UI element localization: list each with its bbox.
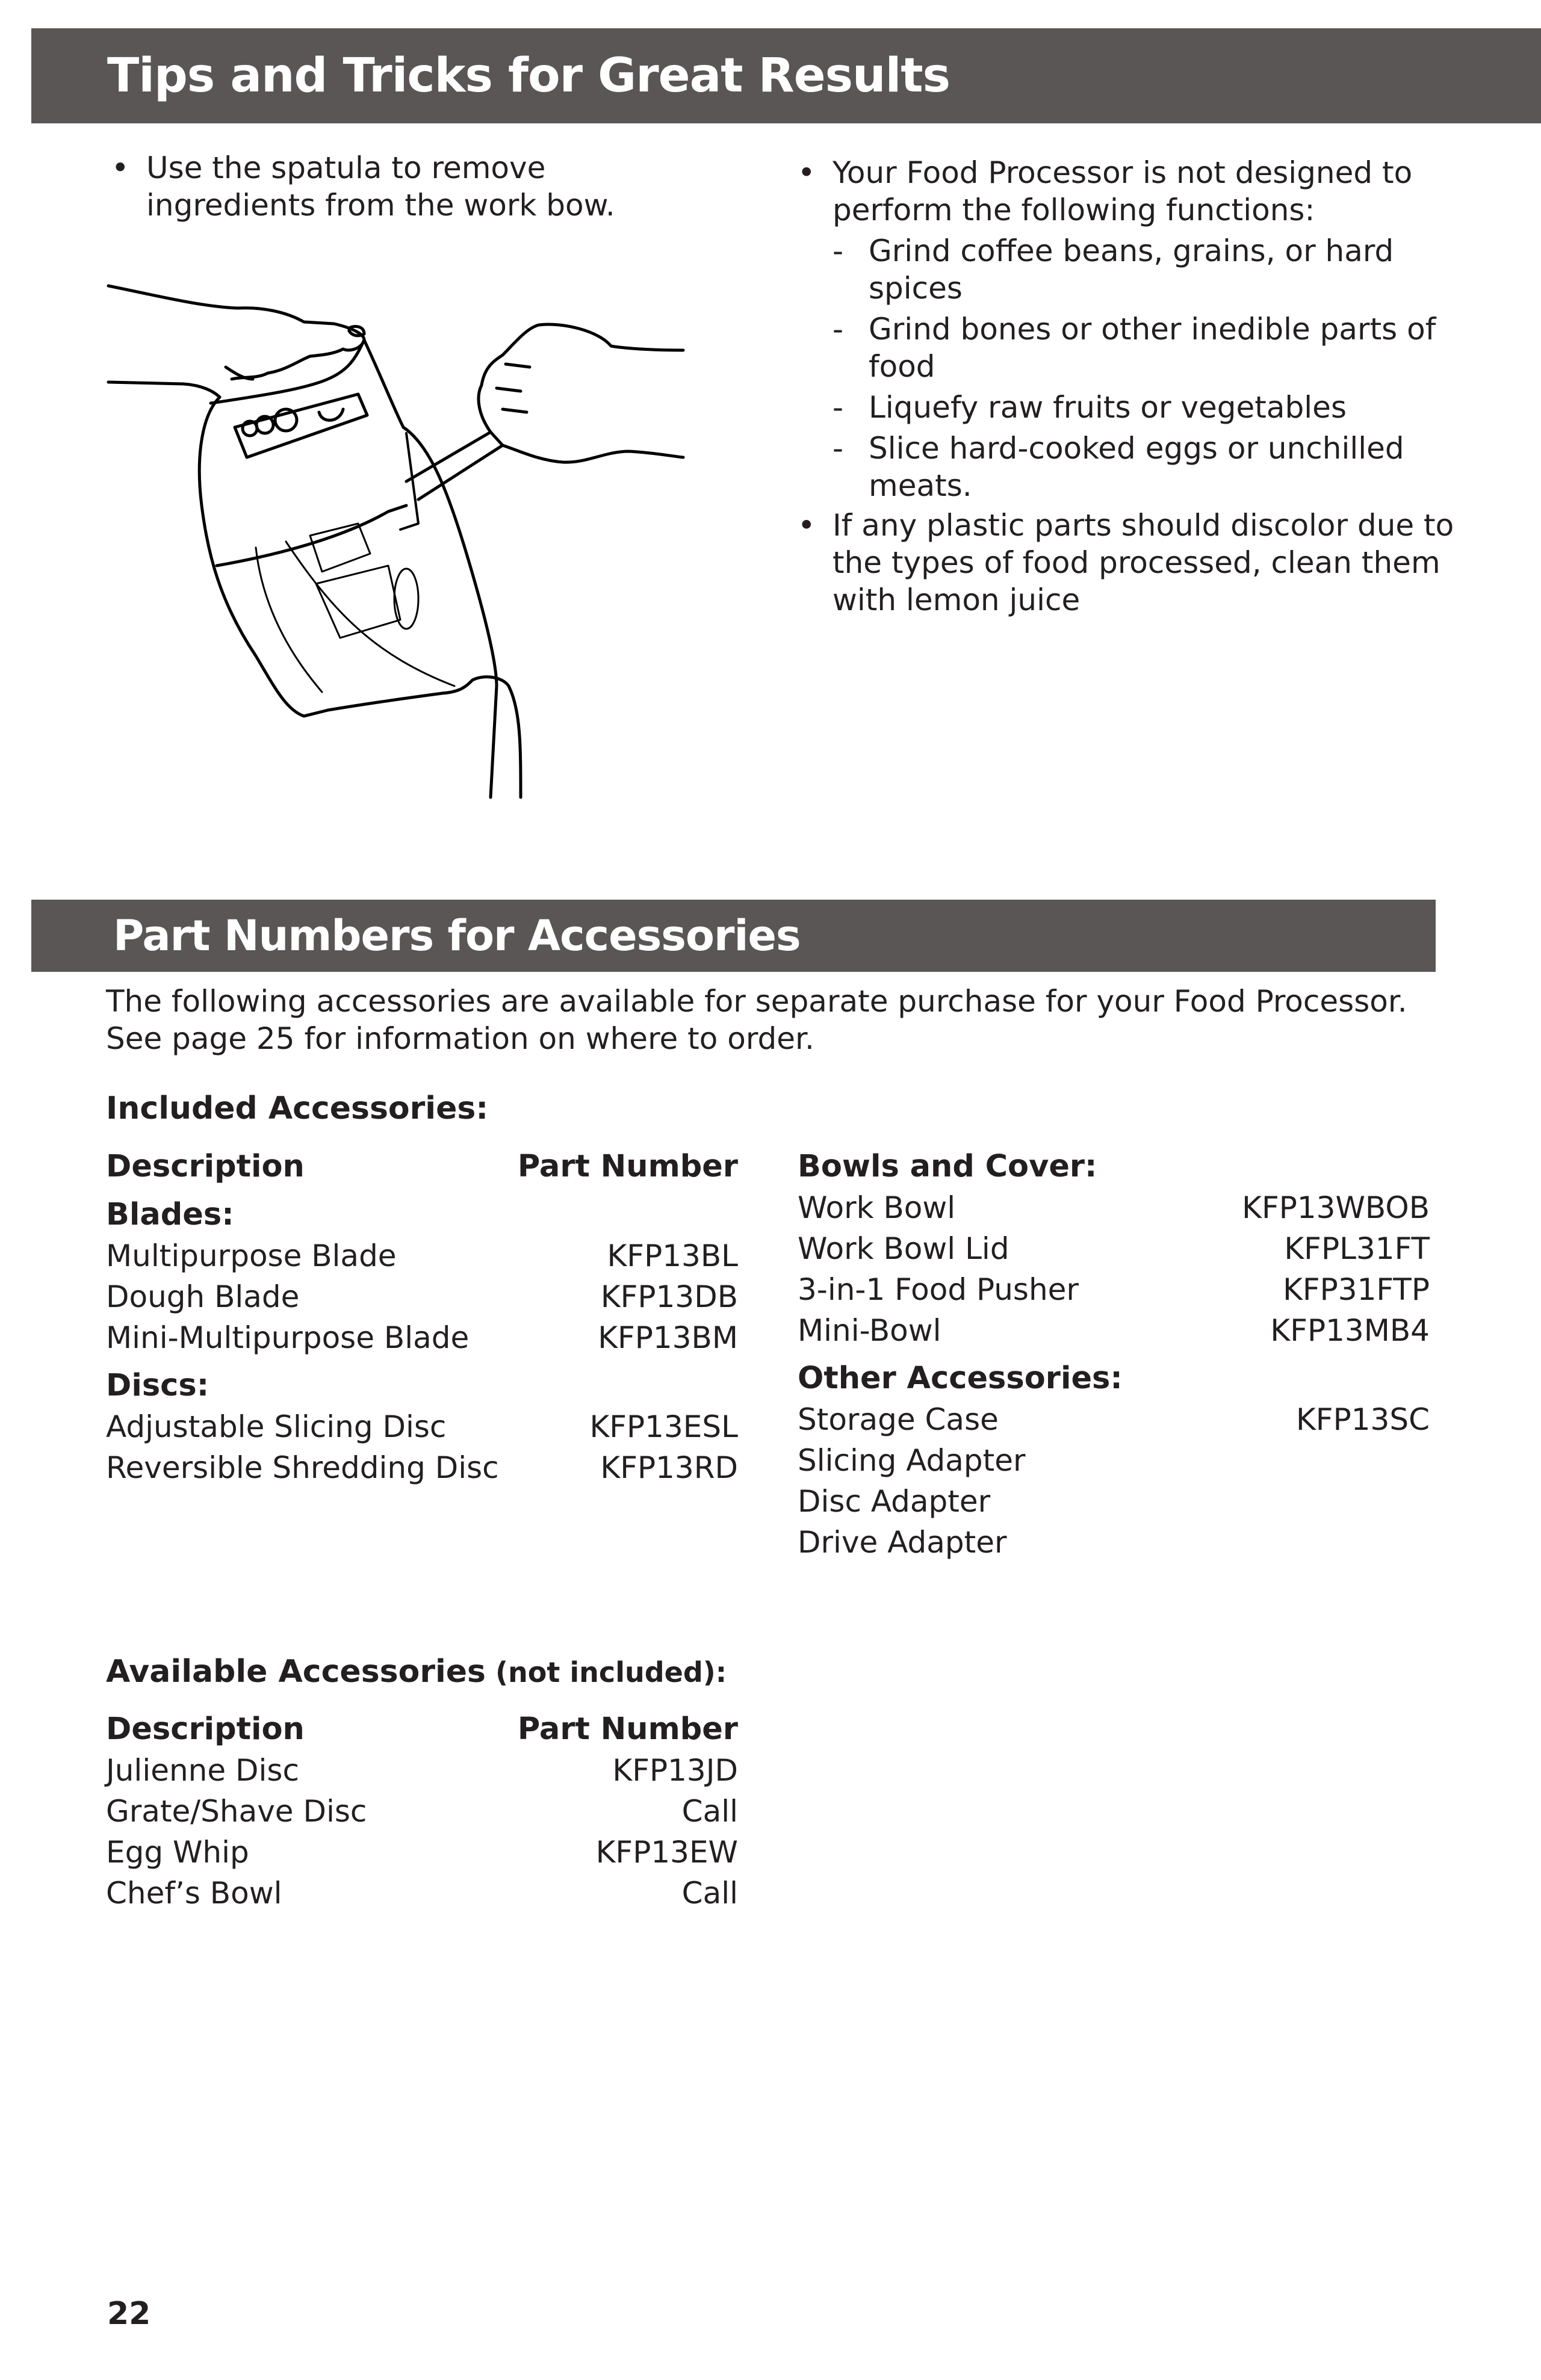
table-row xyxy=(106,1750,738,1791)
item-description: Work Bowl xyxy=(798,1190,956,1225)
tips-section-header xyxy=(31,28,1541,123)
spatula-illustration xyxy=(105,265,743,800)
item-description: Julienne Disc xyxy=(106,1753,299,1788)
col-part-number: Part Number xyxy=(517,1711,738,1747)
item-part-number: KFP13MB4 xyxy=(1270,1313,1430,1348)
item-part-number: KFP13BL xyxy=(607,1238,738,1273)
available-heading-bold: Available Accessories xyxy=(106,1654,486,1690)
table-header xyxy=(106,1709,738,1750)
food-processor-bowl-icon xyxy=(199,340,497,716)
accessories-section-header xyxy=(31,900,1436,972)
item-part-number: KFP13ESL xyxy=(589,1409,738,1444)
available-table xyxy=(106,1709,738,1914)
table-row xyxy=(106,1276,738,1317)
item-part-number: Call xyxy=(681,1794,738,1829)
item-part-number: KFP13BM xyxy=(598,1320,738,1355)
accessories-intro: The following accessories are available for separate purchase for your Food Processor. See page 25 for information on where to order. xyxy=(106,984,1407,1056)
available-accessories-heading xyxy=(106,1654,727,1690)
sub-item-text: Slice hard-cooked eggs or unchilled meats. xyxy=(869,431,1404,503)
table-row xyxy=(798,1399,1430,1440)
table-row xyxy=(798,1481,1430,1522)
group-heading: Other Accessories: xyxy=(798,1361,1123,1396)
included-accessories-heading: Included Accessories: xyxy=(106,1090,489,1127)
sub-item-text: Grind bones or other inedible parts of food xyxy=(869,312,1436,384)
tips-right-column xyxy=(798,154,1460,619)
item-part-number: KFP13SC xyxy=(1296,1402,1430,1437)
table-row xyxy=(798,1310,1430,1351)
col-part-number: Part Number xyxy=(517,1149,738,1184)
tips-left-bullet xyxy=(111,149,719,224)
item-description: Slicing Adapter xyxy=(798,1443,1026,1478)
item-description: Disc Adapter xyxy=(798,1484,991,1519)
bullet-icon: • xyxy=(798,155,816,190)
dash-icon: - xyxy=(833,233,844,268)
item-description: Chef’s Bowl xyxy=(106,1876,282,1911)
item-description: Drive Adapter xyxy=(798,1525,1007,1560)
table-row xyxy=(798,1440,1430,1481)
item-part-number: KFPL31FT xyxy=(1284,1231,1430,1266)
dash-icon: - xyxy=(833,390,844,425)
item-part-number: KFP13WBOB xyxy=(1242,1190,1430,1225)
table-row xyxy=(798,1187,1430,1228)
item-description: Egg Whip xyxy=(106,1835,249,1870)
table-row xyxy=(106,1317,738,1358)
sub-item xyxy=(833,311,1460,385)
dash-icon: - xyxy=(833,431,844,466)
sub-item xyxy=(833,232,1460,307)
table-row xyxy=(798,1228,1430,1269)
sub-item xyxy=(833,430,1460,504)
available-heading-suffix: (not included): xyxy=(486,1656,727,1689)
table-row xyxy=(106,1447,738,1488)
included-right-table xyxy=(798,1146,1430,1563)
sub-item xyxy=(833,389,1460,426)
item-part-number: KFP13RD xyxy=(600,1450,738,1485)
group-heading: Discs: xyxy=(106,1368,209,1403)
bullet-icon: • xyxy=(798,508,816,543)
cord-icon xyxy=(473,677,521,797)
item-part-number: Call xyxy=(681,1876,738,1911)
table-row xyxy=(106,1235,738,1276)
item-description: Reversible Shredding Disc xyxy=(106,1450,499,1485)
item-description: Mini-Multipurpose Blade xyxy=(106,1320,470,1355)
right-hand-icon xyxy=(479,324,683,462)
item-description: Adjustable Slicing Disc xyxy=(106,1409,447,1444)
accessories-section-title: Part Numbers for Accessories xyxy=(113,911,801,960)
tips-section-title: Tips and Tricks for Great Results xyxy=(107,49,950,103)
item-description: Multipurpose Blade xyxy=(106,1238,397,1273)
item-description: 3-in-1 Food Pusher xyxy=(798,1272,1079,1307)
included-left-table xyxy=(106,1146,738,1488)
col-description: Description xyxy=(106,1149,305,1184)
table-row xyxy=(106,1406,738,1447)
tip-text: If any plastic parts should discolor due to the types of food processed, clean them with lemon juice xyxy=(833,508,1454,617)
tip-bullet xyxy=(798,507,1460,619)
tip-text: Your Food Processor is not designed to perform the following functions: xyxy=(833,155,1413,227)
item-part-number: KFP13DB xyxy=(600,1279,738,1314)
table-row xyxy=(106,1791,738,1832)
tip-bullet xyxy=(798,154,1460,504)
tip-text: Use the spatula to remove ingredients from the work bow. xyxy=(146,150,615,223)
table-row xyxy=(798,1269,1430,1310)
table-row xyxy=(106,1873,738,1914)
item-part-number: KFP13JD xyxy=(612,1753,738,1788)
item-description: Grate/Shave Disc xyxy=(106,1794,367,1829)
item-description: Work Bowl Lid xyxy=(798,1231,1009,1266)
page-number: 22 xyxy=(107,2296,151,2332)
col-description: Description xyxy=(106,1711,305,1747)
item-part-number: KFP13EW xyxy=(595,1835,738,1870)
item-description: Dough Blade xyxy=(106,1279,300,1314)
table-header xyxy=(106,1146,738,1187)
item-description: Storage Case xyxy=(798,1402,999,1437)
table-row xyxy=(798,1522,1430,1563)
sub-item-text: Grind coffee beans, grains, or hard spices xyxy=(869,233,1394,306)
item-description: Mini-Bowl xyxy=(798,1313,941,1348)
dash-icon: - xyxy=(833,312,844,347)
item-part-number: KFP31FTP xyxy=(1283,1272,1430,1307)
group-heading: Bowls and Cover: xyxy=(798,1149,1097,1184)
table-row xyxy=(106,1832,738,1873)
bullet-icon: • xyxy=(111,150,129,185)
group-heading: Blades: xyxy=(106,1197,234,1232)
sub-item-text: Liquefy raw fruits or vegetables xyxy=(869,390,1347,425)
